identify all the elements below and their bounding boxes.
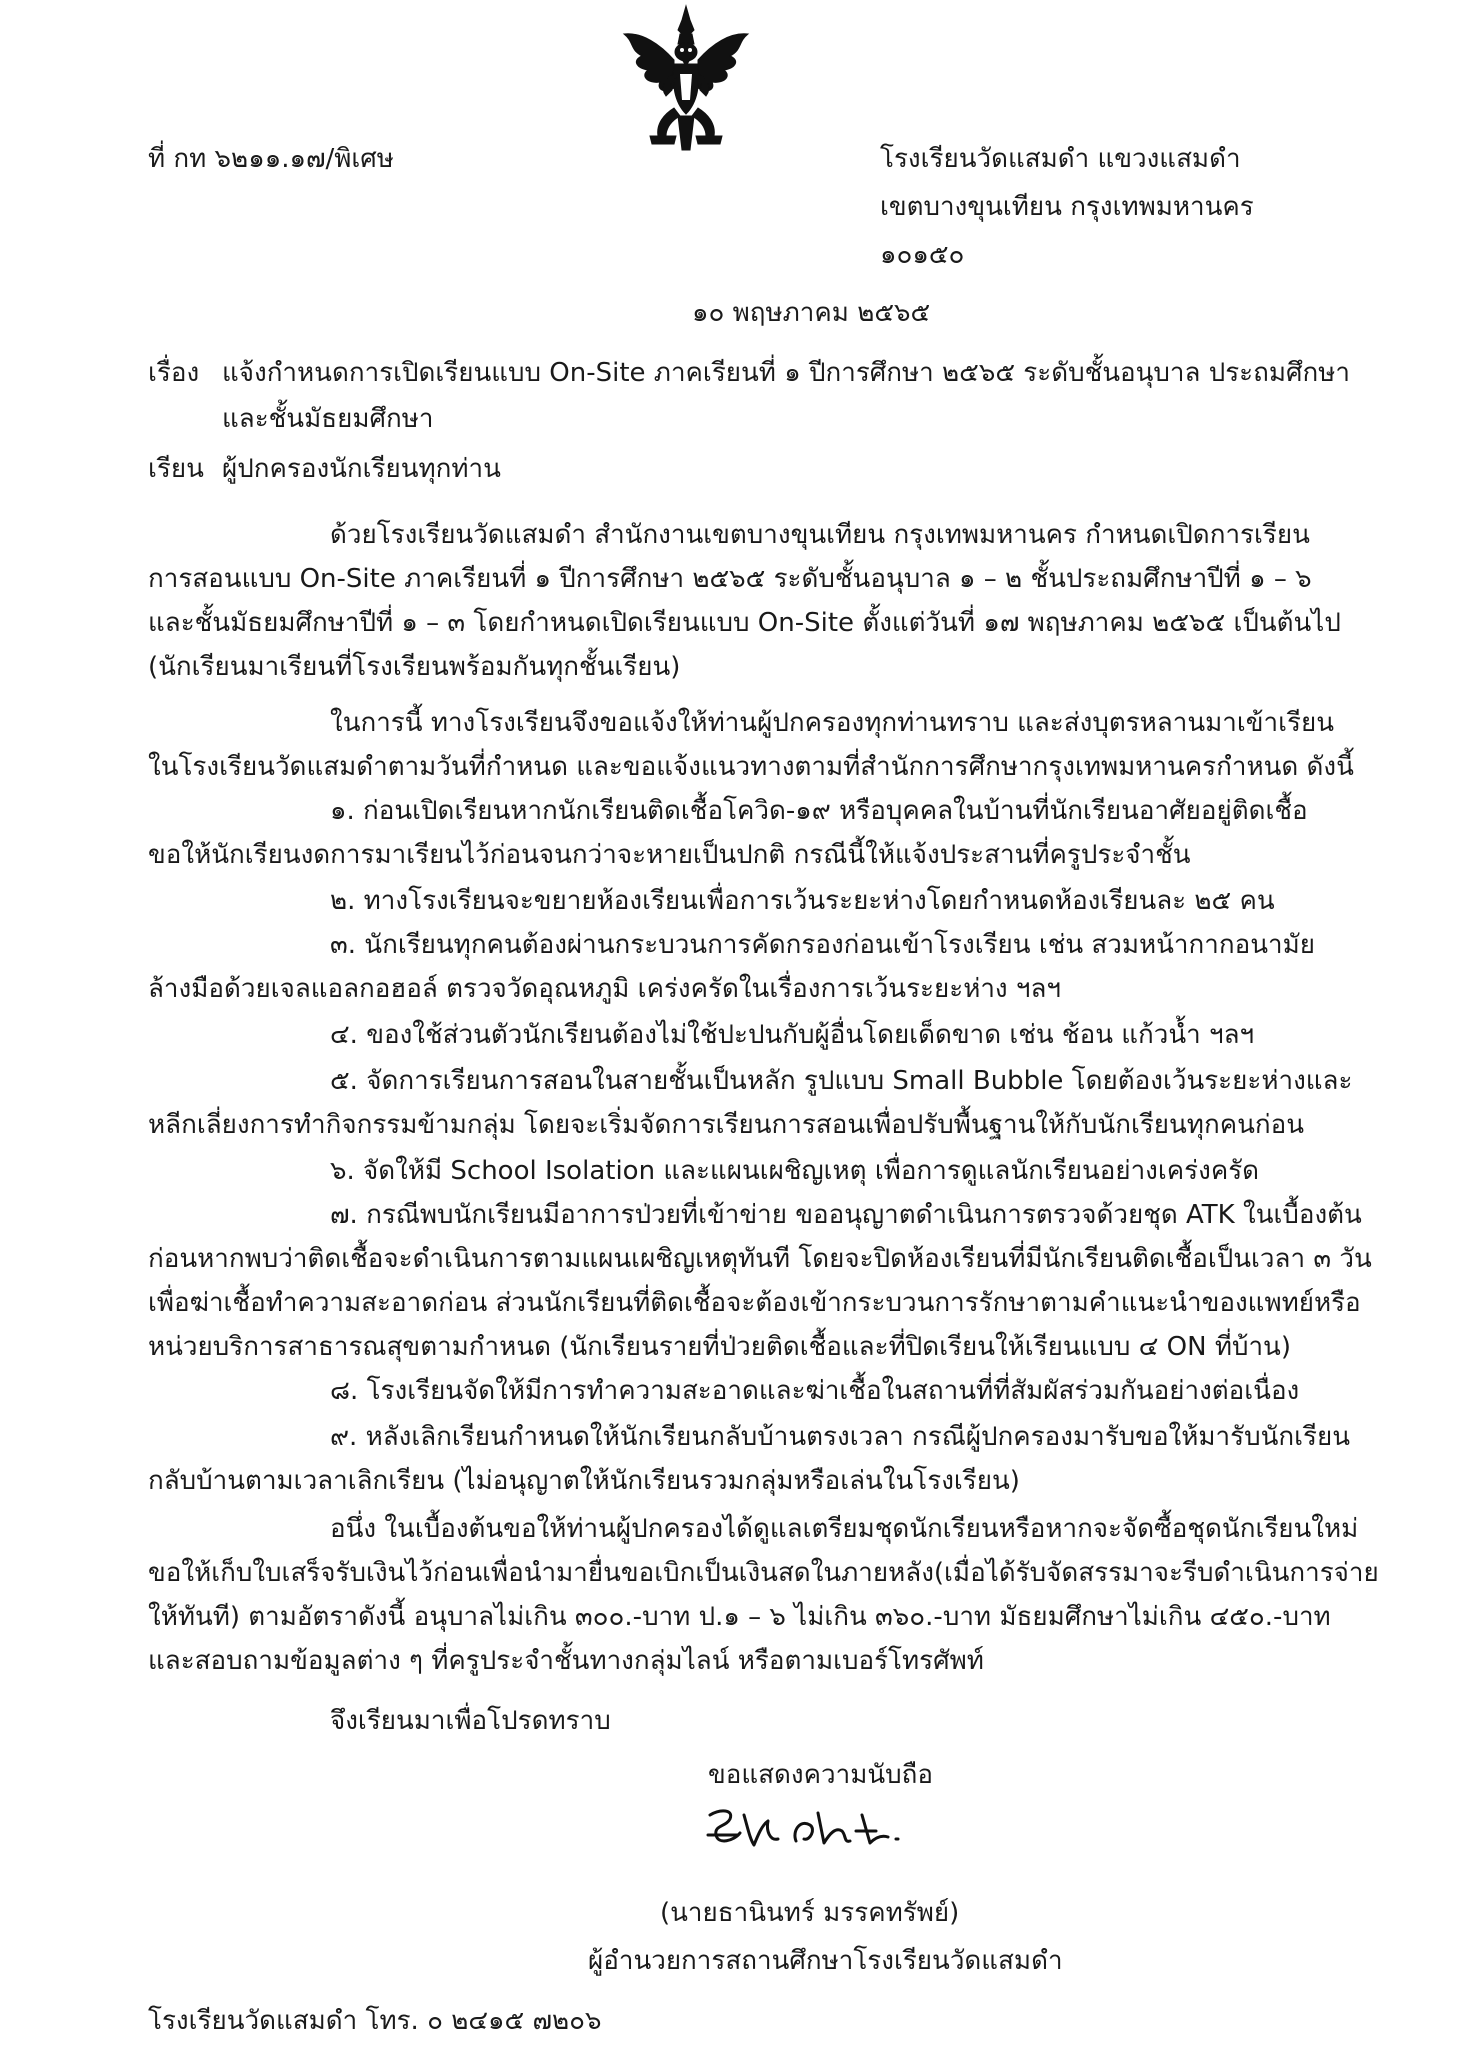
paragraph3-line: ให้ทันที) ตามอัตราดังนี้ อนุบาลไม่เกิน ๓๐๐.-บาท ป.๑ – ๖ ไม่เกิน ๓๖๐.-บาท มัธยมศึกษาไม่เกิน ๔๕๐.-บาท: [148, 1602, 1331, 1632]
subject-label: เรื่อง: [148, 358, 200, 388]
school-address-line2: เขตบางขุนเทียน กรุงเทพมหานคร: [880, 192, 1254, 222]
paragraph1-line: (นักเรียนมาเรียนที่โรงเรียนพร้อมกันทุกชั้นเรียน): [148, 652, 681, 682]
closing-respect: ขอแสดงความนับถือ: [708, 1760, 933, 1790]
document-date: ๑๐ พฤษภาคม ๒๕๖๕: [692, 298, 931, 328]
list-item-2-line1: ๒. ทางโรงเรียนจะขยายห้องเรียนเพื่อการเว้นระยะห่างโดยกำหนดห้องเรียนละ ๒๕ คน: [330, 886, 1275, 916]
list-item-7-line4: หน่วยบริการสาธารณสุขตามกำหนด (นักเรียนรายที่ป่วยติดเชื้อและที่ปิดเรียนให้เรียนแบบ ๔ ON ที่บ้าน): [148, 1332, 1291, 1362]
paragraph1-line: ด้วยโรงเรียนวัดแสมดำ สำนักงานเขตบางขุนเทียน กรุงเทพมหานคร กำหนดเปิดการเรียน: [330, 520, 1310, 550]
list-item-1-line1: ๑. ก่อนเปิดเรียนหากนักเรียนติดเชื้อโควิด-๑๙ หรือบุคคลในบ้านที่นักเรียนอาศัยอยู่ติดเชื้อ: [330, 796, 1308, 826]
list-item-6-line1: ๖. จัดให้มี School Isolation และแผนเผชิญเหตุ เพื่อการดูแลนักเรียนอย่างเคร่งครัด: [330, 1156, 1260, 1186]
list-item-3-line2: ล้างมือด้วยเจลแอลกอฮอล์ ตรวจวัดอุณหภูมิ เคร่งครัดในเรื่องการเว้นระยะห่าง ฯลฯ: [148, 974, 1062, 1004]
paragraph3-line: อนึ่ง ในเบื้องต้นขอให้ท่านผู้ปกครองได้ดูแลเตรียมชุดนักเรียนหรือหากจะจัดซื้อชุดนักเรียนใหม่: [330, 1514, 1359, 1544]
garuda-emblem-icon: [620, 4, 752, 156]
list-item-1-line2: ขอให้นักเรียนงดการมาเรียนไว้ก่อนจนกว่าจะหายเป็นปกติ กรณีนี้ให้แจ้งประสานที่ครูประจำชั้น: [148, 840, 1191, 870]
subject-line2: และชั้นมัธยมศึกษา: [222, 404, 434, 434]
paragraph2-line: ในการนี้ ทางโรงเรียนจึงขอแจ้งให้ท่านผู้ปกครองทุกท่านทราบ และส่งบุตรหลานมาเข้าเรียน: [330, 708, 1334, 738]
list-item-5-line1: ๕. จัดการเรียนการสอนในสายชั้นเป็นหลัก รูปแบบ Small Bubble โดยต้องเว้นระยะห่างและ: [330, 1066, 1353, 1096]
list-item-7-line1: ๗. กรณีพบนักเรียนมีอาการป่วยที่เข้าข่าย ขออนุญาตดำเนินการตรวจด้วยชุด ATK ในเบื้องต้น: [330, 1200, 1362, 1230]
reference-number: ที่ กท ๖๒๑๑.๑๗/พิเศษ: [148, 144, 394, 174]
handwritten-signature-icon: [700, 1795, 930, 1865]
paragraph2-line: ในโรงเรียนวัดแสมดำตามวันที่กำหนด และขอแจ้งแนวทางตามที่สำนักการศึกษากรุงเทพมหานครกำหนด ดังนี้: [148, 752, 1354, 782]
paragraph3-line: และสอบถามข้อมูลต่าง ๆ ที่ครูประจำชั้นทางกลุ่มไลน์ หรือตามเบอร์โทรศัพท์: [148, 1646, 984, 1676]
subject-line1: แจ้งกำหนดการเปิดเรียนแบบ On-Site ภาคเรียนที่ ๑ ปีการศึกษา ๒๕๖๕ ระดับชั้นอนุบาล ประถมศึกษา: [222, 358, 1351, 388]
list-item-5-line2: หลีกเลี่ยงการทำกิจกรรมข้ามกลุ่ม โดยจะเริ่มจัดการเรียนการสอนเพื่อปรับพื้นฐานให้กับนักเรียนทุกคนก่อน: [148, 1110, 1304, 1140]
signer-name: (นายธานินทร์ มรรคทรัพย์): [660, 1898, 960, 1928]
list-item-9-line1: ๙. หลังเลิกเรียนกำหนดให้นักเรียนกลับบ้านตรงเวลา กรณีผู้ปกครองมารับขอให้มารับนักเรียน: [330, 1422, 1350, 1452]
list-item-4-line1: ๔. ของใช้ส่วนตัวนักเรียนต้องไม่ใช้ปะปนกับผู้อื่นโดยเด็ดขาด เช่น ช้อน แก้วน้ำ ฯลฯ: [330, 1020, 1255, 1050]
list-item-9-line2: กลับบ้านตามเวลาเลิกเรียน (ไม่อนุญาตให้นักเรียนรวมกลุ่มหรือเล่นในโรงเรียน): [148, 1466, 1020, 1496]
salutation-text: ผู้ปกครองนักเรียนทุกท่าน: [222, 454, 501, 484]
school-address-line1: โรงเรียนวัดแสมดำ แขวงแสมดำ: [880, 144, 1241, 174]
paragraph3-line: ขอให้เก็บใบเสร็จรับเงินไว้ก่อนเพื่อนำมายื่นขอเบิกเป็นเงินสดในภายหลัง(เมื่อได้รับจัดสรรมาจะรีบดำเนินการจ่าย: [148, 1558, 1379, 1588]
paragraph1-line: และชั้นมัธยมศึกษาปีที่ ๑ – ๓ โดยกำหนดเปิดเรียนแบบ On-Site ตั้งแต่วันที่ ๑๗ พฤษภาคม ๒๕๖๕ เป็นต้นไป: [148, 608, 1341, 638]
list-item-8-line1: ๘. โรงเรียนจัดให้มีการทำความสะอาดและฆ่าเชื้อในสถานที่ที่สัมผัสร่วมกันอย่างต่อเนื่อง: [330, 1376, 1300, 1406]
closing-text: จึงเรียนมาเพื่อโปรดทราบ: [330, 1706, 611, 1736]
footer-contact: โรงเรียนวัดแสมดำ โทร. ๐ ๒๔๑๕ ๗๒๐๖: [148, 2006, 602, 2036]
list-item-7-line2: ก่อนหากพบว่าติดเชื้อจะดำเนินการตามแผนเผชิญเหตุทันที โดยจะปิดห้องเรียนที่มีนักเรียนติดเชื้อเป็นเวลา ๓ วัน: [148, 1244, 1372, 1274]
postal-code: ๑๐๑๕๐: [880, 240, 965, 270]
signer-title: ผู้อำนวยการสถานศึกษาโรงเรียนวัดแสมดำ: [588, 1946, 1063, 1976]
paragraph1-line: การสอนแบบ On-Site ภาคเรียนที่ ๑ ปีการศึกษา ๒๕๖๕ ระดับชั้นอนุบาล ๑ – ๒ ชั้นประถมศึกษาปีที่ ๑ – ๖: [148, 564, 1312, 594]
salutation-label: เรียน: [148, 454, 204, 484]
list-item-3-line1: ๓. นักเรียนทุกคนต้องผ่านกระบวนการคัดกรองก่อนเข้าโรงเรียน เช่น สวมหน้ากากอนามัย: [330, 930, 1315, 960]
list-item-7-line3: เพื่อฆ่าเชื้อทำความสะอาดก่อน ส่วนนักเรียนที่ติดเชื้อจะต้องเข้ากระบวนการรักษาตามคำแนะนำของแพทย์หรือ: [148, 1288, 1361, 1318]
